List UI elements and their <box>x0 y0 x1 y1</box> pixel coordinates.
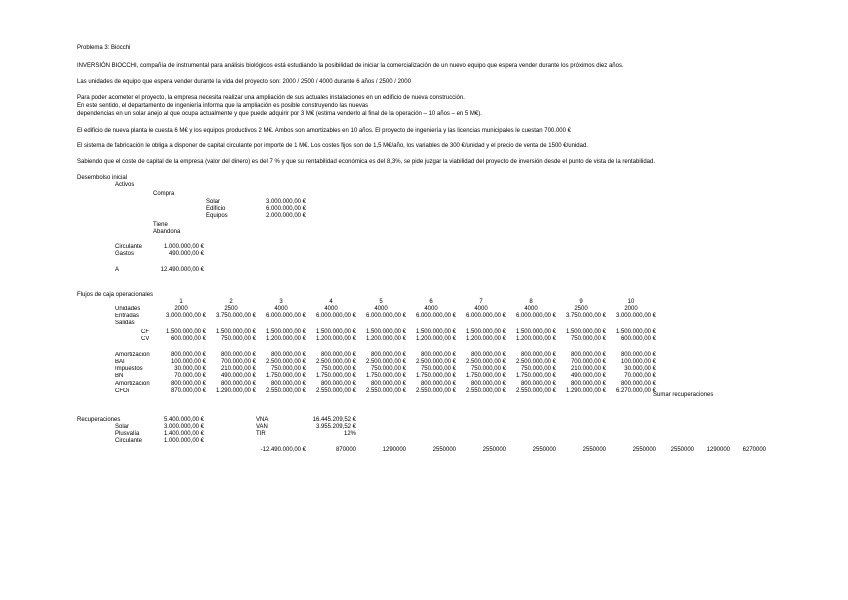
row-label: BAI <box>115 359 125 365</box>
table-cell: 70.000,00 € <box>174 373 206 379</box>
table-cell: 800.000,00 € <box>570 352 606 358</box>
table-cell: 1.750.000,00 € <box>315 373 356 379</box>
table-cell: 800.000,00 € <box>520 352 556 358</box>
van-value: 3.955.209,52 € <box>315 424 356 430</box>
table-cell: 3.750.000,00 € <box>565 313 606 319</box>
table-cell: 1.750.000,00 € <box>465 373 506 379</box>
table-cell: 1.500.000,00 € <box>315 329 356 335</box>
tiene-label: Tiene <box>153 222 168 228</box>
table-cell: 2.550.000,00 € <box>315 388 356 394</box>
year-header: 6 <box>429 299 433 305</box>
recuperacion-value: 1.400.000,00 € <box>163 431 204 437</box>
table-cell: 2.500.000,00 € <box>265 359 306 365</box>
table-cell: 6.000.000,00 € <box>465 313 506 319</box>
recuperacion-value: 3.000.000,00 € <box>163 424 204 430</box>
table-cell: 4000 <box>474 306 488 312</box>
table-cell: 2500 <box>574 306 588 312</box>
asset-label: Equipos <box>206 213 228 219</box>
table-cell: 4000 <box>524 306 538 312</box>
recuperaciones-total: 5.400.000,00 € <box>163 417 204 423</box>
a-label: A <box>115 267 120 273</box>
table-cell: 1.500.000,00 € <box>515 329 556 335</box>
table-cell: 2.550.000,00 € <box>515 388 556 394</box>
table-cell: 800.000,00 € <box>520 381 556 387</box>
table-cell: 1.500.000,00 € <box>565 329 606 335</box>
row-label: Salidas <box>115 320 135 326</box>
table-cell: 2000 <box>624 306 638 312</box>
table-cell: 3.000.000,00 € <box>615 313 656 319</box>
table-cell: 210.000,00 € <box>220 366 256 372</box>
table-cell: 750.000,00 € <box>420 366 456 372</box>
table-cell: 6.000.000,00 € <box>415 313 456 319</box>
asset-value: 2.000.000,00 € <box>265 213 306 219</box>
cashflow-value: -12.490.000,00 € <box>260 447 306 453</box>
table-cell: 1.200.000,00 € <box>315 336 356 342</box>
table-cell: 800.000,00 € <box>370 352 406 358</box>
table-cell: 700.000,00 € <box>220 359 256 365</box>
table-cell: 3.000.000,00 € <box>165 313 206 319</box>
cashflow-value: 2550000 <box>670 447 694 453</box>
table-cell: 1.750.000,00 € <box>365 373 406 379</box>
year-header: 2 <box>229 299 233 305</box>
table-cell: 210.000,00 € <box>570 366 606 372</box>
table-cell: 800.000,00 € <box>270 352 306 358</box>
row-label: Amortización <box>115 381 150 387</box>
table-cell: 490.000,00 € <box>220 373 256 379</box>
circulante-label: Circulante <box>115 244 143 250</box>
table-cell: 2.550.000,00 € <box>415 388 456 394</box>
table-cell: 750.000,00 € <box>520 366 556 372</box>
table-cell: 1.200.000,00 € <box>465 336 506 342</box>
compra-label: Compra <box>153 191 175 197</box>
table-cell: 30.000,00 € <box>174 366 206 372</box>
year-header: 8 <box>529 299 533 305</box>
table-cell: 4000 <box>374 306 388 312</box>
table-cell: 1.200.000,00 € <box>415 336 456 342</box>
year-header: 1 <box>179 299 183 305</box>
table-cell: 6.270.000,00 € <box>615 388 656 394</box>
table-cell: 3.750.000,00 € <box>215 313 256 319</box>
row-label: Amortizacion <box>115 352 150 358</box>
intro-paragraph-4: El edificio de nueva planta le cuesta 6 M€ y los equipos productivos 2 M€. Ambos son amortizables en 10 años. El proyecto de ingeniería y las licencias municipales le cuestan 700.000 € <box>77 128 571 134</box>
vna-value: 16.445.209,52 € <box>312 417 356 423</box>
table-cell: 1.500.000,00 € <box>465 329 506 335</box>
table-cell: 2000 <box>174 306 188 312</box>
table-cell: 700.000,00 € <box>570 359 606 365</box>
intro-paragraph-3a: Para poder acometer el proyecto, la empresa necesita realizar una ampliación de sus actuales instalaciones en un edificio de nueva construcción. <box>77 95 465 101</box>
table-cell: 870.000,00 € <box>170 388 206 394</box>
year-header: 7 <box>479 299 483 305</box>
row-label: Entradas <box>115 313 140 319</box>
table-cell: 2.550.000,00 € <box>365 388 406 394</box>
table-cell: 1.500.000,00 € <box>615 329 656 335</box>
table-cell: 1.290.000,00 € <box>565 388 606 394</box>
cashflow-value: 1290000 <box>706 447 730 453</box>
table-cell: 800.000,00 € <box>470 352 506 358</box>
table-cell: 6.000.000,00 € <box>365 313 406 319</box>
cashflow-value: 2550000 <box>482 447 506 453</box>
table-cell: 800.000,00 € <box>320 352 356 358</box>
table-cell: 6.000.000,00 € <box>515 313 556 319</box>
row-label: Unidades <box>115 306 141 312</box>
cashflow-value: 1290000 <box>382 447 406 453</box>
asset-value: 6.000.000,00 € <box>265 206 306 212</box>
table-cell: 2.500.000,00 € <box>465 359 506 365</box>
table-cell: 800.000,00 € <box>370 381 406 387</box>
flujos-title: Flujos de caja operacionales <box>77 292 154 298</box>
recuperacion-label: Solar <box>115 424 130 430</box>
table-cell: 800.000,00 € <box>420 381 456 387</box>
tir-value: 12% <box>343 431 356 437</box>
a-value: 12.490.000,00 € <box>160 267 204 273</box>
cashflow-value: 2550000 <box>432 447 456 453</box>
table-cell: 800.000,00 € <box>470 381 506 387</box>
table-cell: 750.000,00 € <box>220 336 256 342</box>
table-cell: 4000 <box>424 306 438 312</box>
van-label: VAN <box>256 424 268 430</box>
table-cell: 1.200.000,00 € <box>515 336 556 342</box>
vna-label: VNA <box>256 417 269 423</box>
intro-paragraph-1: INVERSIÓN BIOCCHI, compañía de instrumental para análisis biológicos está estudiando la posibilidad de iniciar la comercialización de un nuevo equipo que espera vender durante los próximos diez años. <box>77 63 624 69</box>
cashflow-value: 2550000 <box>532 447 556 453</box>
row-label: CV <box>141 336 150 342</box>
table-cell: 750.000,00 € <box>370 366 406 372</box>
cashflow-value: 6270000 <box>742 447 766 453</box>
circulante-value: 1.000.000,00 € <box>163 244 204 250</box>
table-cell: 4000 <box>274 306 288 312</box>
table-cell: 800.000,00 € <box>420 352 456 358</box>
table-cell: 4000 <box>324 306 338 312</box>
table-cell: 1.750.000,00 € <box>415 373 456 379</box>
table-cell: 800.000,00 € <box>320 381 356 387</box>
asset-value: 3.000.000,00 € <box>265 199 306 205</box>
table-cell: 750.000,00 € <box>320 366 356 372</box>
table-cell: 2500 <box>224 306 238 312</box>
table-cell: 2.550.000,00 € <box>465 388 506 394</box>
recuperacion-label: Circulante <box>115 438 143 444</box>
sumar-recuperaciones-note: Sumar recuperaciones <box>653 392 714 398</box>
year-header: 5 <box>379 299 383 305</box>
cashflow-value: 870000 <box>335 447 356 453</box>
table-cell: 2.500.000,00 € <box>515 359 556 365</box>
table-cell: 1.750.000,00 € <box>265 373 306 379</box>
row-label: Impuestos <box>115 366 143 372</box>
table-cell: 1.200.000,00 € <box>365 336 406 342</box>
table-cell: 1.500.000,00 € <box>365 329 406 335</box>
table-cell: 70.000,00 € <box>624 373 656 379</box>
activos-label: Activos <box>115 182 135 188</box>
table-cell: 600.000,00 € <box>170 336 206 342</box>
table-cell: 6.000.000,00 € <box>315 313 356 319</box>
table-cell: 800.000,00 € <box>220 381 256 387</box>
asset-label: Solar <box>206 199 221 205</box>
row-label: CF <box>141 329 149 335</box>
table-cell: 490.000,00 € <box>570 373 606 379</box>
table-cell: 6.000.000,00 € <box>265 313 306 319</box>
table-cell: 1.500.000,00 € <box>215 329 256 335</box>
year-header: 9 <box>579 299 583 305</box>
gastos-value: 490.000,00 € <box>168 251 204 257</box>
table-cell: 750.000,00 € <box>570 336 606 342</box>
table-cell: 100.000,00 € <box>170 359 206 365</box>
asset-label: Edificio <box>206 206 226 212</box>
year-header: 4 <box>329 299 333 305</box>
intro-paragraph-3b: En este sentido, el departamento de ingeniería informa que la ampliación es posible construyendo las nuevas <box>77 103 369 109</box>
row-label: BN <box>115 373 124 379</box>
table-cell: 1.500.000,00 € <box>415 329 456 335</box>
cashflow-value: 2550000 <box>582 447 606 453</box>
recuperacion-label: Plusvalía <box>115 431 140 437</box>
intro-paragraph-3c: dependencias en un solar anejo al que ocupa actualmente y que puede adquirir por 3 M€ (estima venderlo al final de la operación – 10 años – en 5 M€). <box>77 111 482 117</box>
table-cell: 2.500.000,00 € <box>415 359 456 365</box>
table-cell: 750.000,00 € <box>470 366 506 372</box>
table-cell: 100.000,00 € <box>620 359 656 365</box>
problem-title: Problema 3: Biocchi <box>77 45 131 51</box>
table-cell: 1.500.000,00 € <box>165 329 206 335</box>
table-cell: 1.200.000,00 € <box>265 336 306 342</box>
table-cell: 2.550.000,00 € <box>265 388 306 394</box>
year-header: 3 <box>279 299 283 305</box>
recuperacion-value: 1.000.000,00 € <box>163 438 204 444</box>
intro-paragraph-5: El sistema de fabricación le obliga a disponer de capital circulante por importe de 1 M€. Los costes fijos son de 1,5 M€/año, los variables de 300 €/unidad y el precio de venta de 1500 €/unidad. <box>77 143 588 149</box>
table-cell: 2.500.000,00 € <box>315 359 356 365</box>
row-label: CFOi <box>115 388 129 394</box>
table-cell: 1.500.000,00 € <box>265 329 306 335</box>
intro-paragraph-2: Las unidades de equipo que espera vender durante la vida del proyecto son: 2000 / 2500 / 4000 durante 6 años / 2500 / 2000 <box>77 79 411 85</box>
table-cell: 800.000,00 € <box>620 381 656 387</box>
table-cell: 800.000,00 € <box>220 352 256 358</box>
table-cell: 30.000,00 € <box>624 366 656 372</box>
table-cell: 800.000,00 € <box>170 381 206 387</box>
table-cell: 600.000,00 € <box>620 336 656 342</box>
abandona-label: Abandona <box>153 229 181 235</box>
table-cell: 800.000,00 € <box>270 381 306 387</box>
tir-label: TIR <box>256 431 266 437</box>
table-cell: 800.000,00 € <box>570 381 606 387</box>
intro-paragraph-6: Sabiendo que el coste de capital de la empresa (valor del dinero) es del 7 % y que su rentabilidad económica es del 8,3%, se pide juzgar la viabilidad del proyecto de inversión desde el punto de vista de la rentabilidad. <box>77 159 656 165</box>
table-cell: 2.500.000,00 € <box>365 359 406 365</box>
table-cell: 1.290.000,00 € <box>215 388 256 394</box>
year-header: 10 <box>627 299 635 305</box>
table-cell: 750.000,00 € <box>270 366 306 372</box>
table-cell: 800.000,00 € <box>170 352 206 358</box>
table-cell: 1.750.000,00 € <box>515 373 556 379</box>
table-cell: 800.000,00 € <box>620 352 656 358</box>
desembolso-title: Desembolso inicial <box>77 175 128 181</box>
gastos-label: Gastos <box>115 251 135 257</box>
cashflow-value: 2550000 <box>632 447 656 453</box>
recuperaciones-title: Recuperaciones <box>77 417 121 423</box>
